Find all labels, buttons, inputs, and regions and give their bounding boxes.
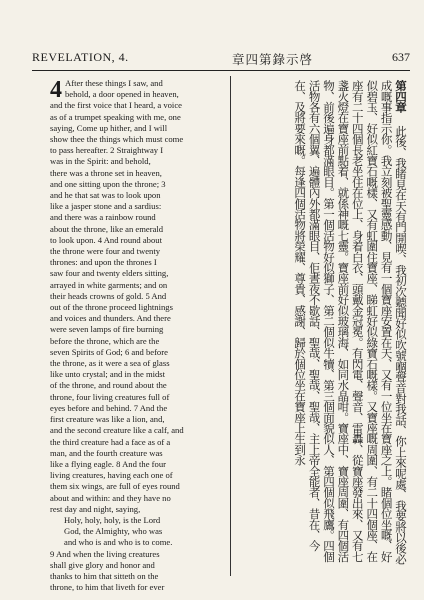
text-line: like unto crystal; and in the midst <box>50 369 166 380</box>
text-line: the throne were four and twenty <box>50 246 161 257</box>
text-line: the throne, as it were a sea of glass <box>50 358 170 369</box>
text-line: 9 And when the living creatures <box>50 548 160 559</box>
text-line: were seven lamps of fire burning <box>50 324 164 335</box>
chinese-column <box>236 80 408 570</box>
text-line: to pass hereafter. 2 Straightway I <box>50 145 164 156</box>
text-line: about the throne, like an emerald <box>50 223 164 234</box>
text-line: first creature was like a lion, and, <box>50 414 165 425</box>
text-line: out of the throne proceed lightnings <box>50 302 173 313</box>
running-title-chinese: 章四第錄示啓 <box>232 53 314 67</box>
text-line: eyes before and behind. 7 And the <box>50 402 168 413</box>
text-line: throne, to him that liveth for ever <box>50 582 165 593</box>
text-line: them six wings, are full of eyes round <box>50 481 180 492</box>
chapter-initial: 4 <box>50 77 62 103</box>
english-column <box>50 77 228 593</box>
header-rule <box>32 70 410 71</box>
text-line: Holy, holy, holy, is the Lord <box>64 514 161 525</box>
text-line: God, the Almighty, who was <box>64 526 163 537</box>
text-line: behold, a door opened in heaven, <box>65 89 179 100</box>
text-line: like a jasper stone and a sardius: <box>50 201 162 212</box>
running-title-english: REVELATION, 4. <box>32 50 129 64</box>
text-line: rest day and night, saying, <box>50 503 141 514</box>
text-line: and the second creature like a calf, and <box>50 425 184 436</box>
text-line: and one sitting upon the throne; 3 <box>50 178 166 189</box>
text-line: and voices and thunders. And there <box>50 313 171 324</box>
text-line: and who is and who is to come. <box>64 537 173 548</box>
english-body <box>50 78 228 515</box>
text-line: throne, four living creatures full of <box>50 391 170 402</box>
text-line: saying, Come up hither, and I will <box>50 122 168 133</box>
text-line: about and within: and they have no <box>50 492 171 503</box>
text-line: like a flying eagle. 8 And the four <box>50 458 166 469</box>
text-line: thrones: and upon the thrones I <box>50 257 157 268</box>
english-tail <box>50 549 228 594</box>
text-line: and the first voice that I heard, a voice <box>50 100 182 111</box>
text-line: man, and the fourth creature was <box>50 447 163 458</box>
text-line: shall give glory and honor and <box>50 559 155 570</box>
english-poem <box>50 515 228 549</box>
page-header <box>32 50 410 68</box>
text-line: seven Spirits of God; 6 and before <box>50 346 168 357</box>
text-line: living creatures, having each one of <box>50 470 173 481</box>
text-line: thanks to him that sitteth on the <box>50 570 159 581</box>
chinese-text: 此後、我睹見在天有門開喫、我初次聽聞好似吹號嗰聲音對我話、你上來呢處、我要將以後必成嘅事指示你。我立刻被聖靈感動、見有一個寶座安置在天、又有一位坐在寶座之上。睹個位坐嘅、好似碧玉、好似紅寶石嘅樣、又有虹圍住寶座、睇虹好似綠寶石嘅樣。又寶座嘅周圍、有二十四個座、在座有二十四個長老坐住在位上、身着白衣、頭戴金冠冕。有閃電、聲音、雷轟、從寶座發出來、又有七盞火燈在寶座前點着、就係神嘅七靈。寶座前好似玻璃海、如同水晶咁。寶座中、寶座周圍、有四個活物、前後遍身都滿眼目。第一個活物好似獅子、第二個似牛犢、第三個面貌似人、第四個似飛鷹。四個活物各有六個翼、遍體內外都滿眼目、佢晝夜不歇話、聖哉、聖哉、聖哉、主上帝全能者、昔在、今在、及將要來嘅。每逢四個活物將榮耀、尊貴、感謝、歸於個位坐在寶座上生到永 <box>293 80 408 565</box>
text-line: before the throne, which are the <box>50 335 160 346</box>
text-line: After these things I saw, and <box>65 78 163 88</box>
chinese-chapter-label: 第四章 <box>394 80 408 113</box>
text-line: as of a trumpet speaking with me, one <box>50 111 181 122</box>
column-divider <box>230 76 231 576</box>
text-line: arrayed in white garments; and on <box>50 279 168 290</box>
text-line: there was a throne set in heaven, <box>50 167 162 178</box>
text-line: and there was a rainbow round <box>50 212 156 223</box>
text-line: the third creature had a face as of a <box>50 436 171 447</box>
page-number: 637 <box>392 50 410 64</box>
text-line: to look upon. 4 And round about <box>50 234 162 245</box>
text-line: saw four and twenty elders sitting, <box>50 268 169 279</box>
text-line: show thee the things which must come <box>50 134 184 145</box>
text-line: and he that sat was to look upon <box>50 190 161 201</box>
text-line: their heads crowns of gold. 5 And <box>50 290 167 301</box>
text-line: was in the Spirit: and behold, <box>50 156 151 167</box>
text-line: of the throne, and round about the <box>50 380 167 391</box>
